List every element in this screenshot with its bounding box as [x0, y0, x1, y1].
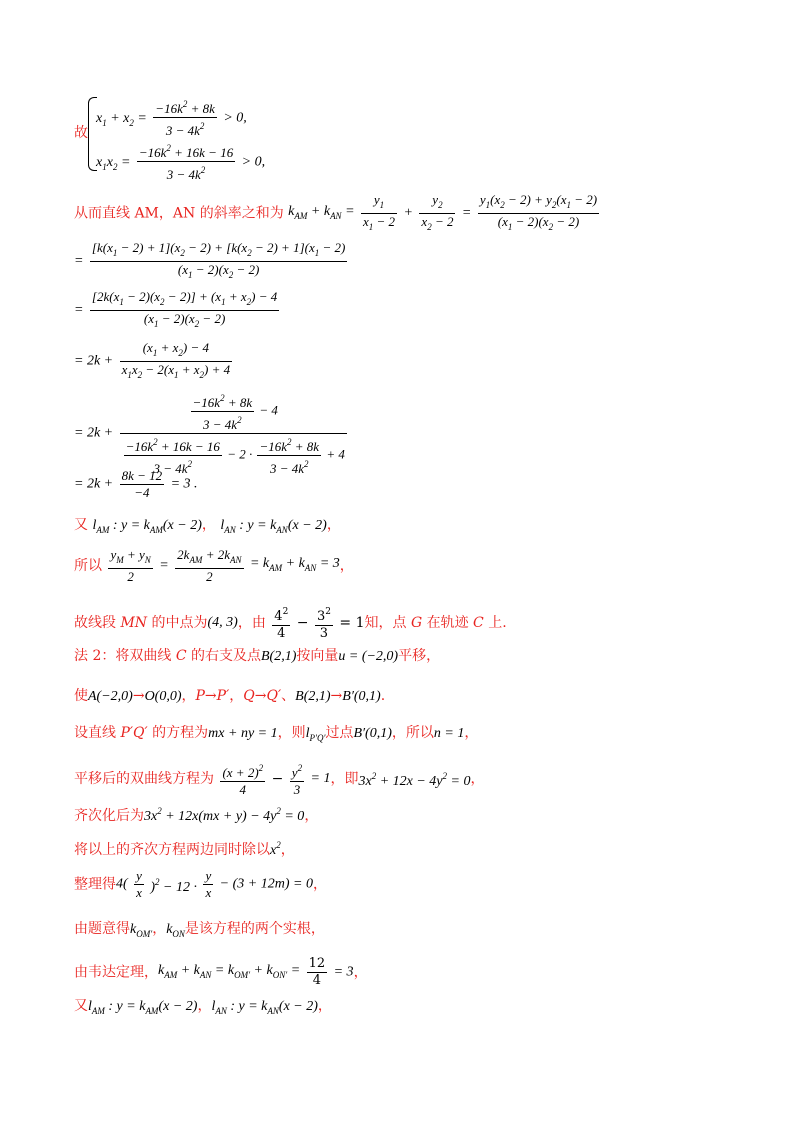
- line-14: 平移后的双曲线方程为 $\frac{(x + 2)^2}{4}$ − $\frac{y^2}{3}$ = 1，即$3x^2 + 12x - 4y^2 = 0$，: [74, 760, 484, 798]
- line-13: 设直线 P′Q′ 的方程为mx + ny = 1，则$l_{P'Q'}$过点B′(0,1)，所以n = 1，: [74, 725, 479, 743]
- line-18: 由题意得$k_{OM'}$，$k_{ON}$是该方程的两个实根，: [74, 921, 325, 939]
- line-4: = $\frac{[2k(x_1 - 2)(x_2 - 2)] + (x_1 + x_2) - 4}{(x_1 - 2)(x_2 - 2)}$: [74, 289, 278, 329]
- line-16: 将以上的齐次方程两边同时除以$x^2$，: [74, 840, 295, 858]
- line-7: = 2k + $\frac{8k - 12}{-4}$ = 3 .: [74, 468, 198, 500]
- line-12: 使A(−2,0)→O(0,0)，P→P′，Q→Q′、B(2,1)→B′(0,1).: [74, 688, 386, 704]
- line-10: 故线段 MN 的中点为(4, 3)，由 $\frac{4^2}{4}$ − $\frac{3^2}{3}$ = 1知，点 G 在轨迹 C 上.: [74, 604, 507, 642]
- line-9: 所以 $\frac{y_M + y_N}{2}$ = $\frac{2k_{AM} + 2k_{AN}}{2}$ = $k_{AM} + k_{AN} = 3$，: [74, 547, 354, 584]
- line-15: 齐次化后为$3x^2 + 12x(mx + y) - 4y^2 = 0$，: [74, 806, 319, 824]
- system-eq-2: $x_1x_2$ = $\frac{-16k^2 + 16k - 16}{3 - 4k^2}$ > 0,: [96, 140, 265, 183]
- line-20: 又$l_{AM}$ : $y = k_{AM}(x - 2)$，$l_{AN}$ : $y = k_{AN}(x - 2)$，: [74, 998, 332, 1016]
- line-5: = 2k + $\frac{(x_1 + x_2) - 4}{x_1x_2 - 2(x_1 + x_2) + 4}$: [74, 340, 231, 380]
- line-17: 整理得4( $\frac{y}{x}$ )$^2$ − 12 · $\frac{y}{x}$ − (3 + 12m) = 0，: [74, 868, 327, 900]
- line-8-text: 又: [74, 517, 88, 533]
- line-1-prefix: 故: [74, 125, 88, 141]
- line-9-text: 所以: [74, 558, 102, 574]
- system-eq-1: $x_1 + x_2$ = $\frac{-16k^2 + 8k}{3 - 4k^2}$ > 0,: [96, 96, 247, 139]
- line-2-text: 从而直线 AM，AN 的斜率之和为: [74, 205, 284, 222]
- line-2: 从而直线 AM，AN 的斜率之和为 $k_{AM} + k_{AN}$ = $\frac{y_1}{x_1 - 2}$ + $\frac{y_2}{x_2 - 2}$ = $\frac{y_1(x_2 - 2) + y_2(x_1 - 2)}{(x_1 - 2)(x_2 - 2)}$: [74, 192, 598, 232]
- line-19: 由韦达定理，$k_{AM} + k_{AN} = k_{OM'} + k_{ON'}$ = $\frac{12}{4}$ = 3，: [74, 956, 368, 988]
- line-6: = 2k + $\frac{-16k^2 + 8k}{3 - 4k^2}$ − 4 $\frac{-16k^2 + 16k - 16}{3 - 4k^2}$ − 2 · $\frac{-16k^2 + 8k}{3 - 4k^2}$ + 4: [74, 390, 349, 477]
- line-3: = $\frac{[k(x_1 - 2) + 1](x_2 - 2) + [k(x_2 - 2) + 1](x_1 - 2)}{(x_1 - 2)(x_2 - 2)}$: [74, 240, 346, 280]
- line-8: 又 $l_{AM}$ : $y = k_{AM}(x - 2)$， $l_{AN}$ : $y = k_{AN}(x - 2)$，: [74, 517, 341, 535]
- line-11: 法 2：将双曲线 C 的右支及点B(2,1)按向量u = (−2,0)平移，: [74, 648, 441, 664]
